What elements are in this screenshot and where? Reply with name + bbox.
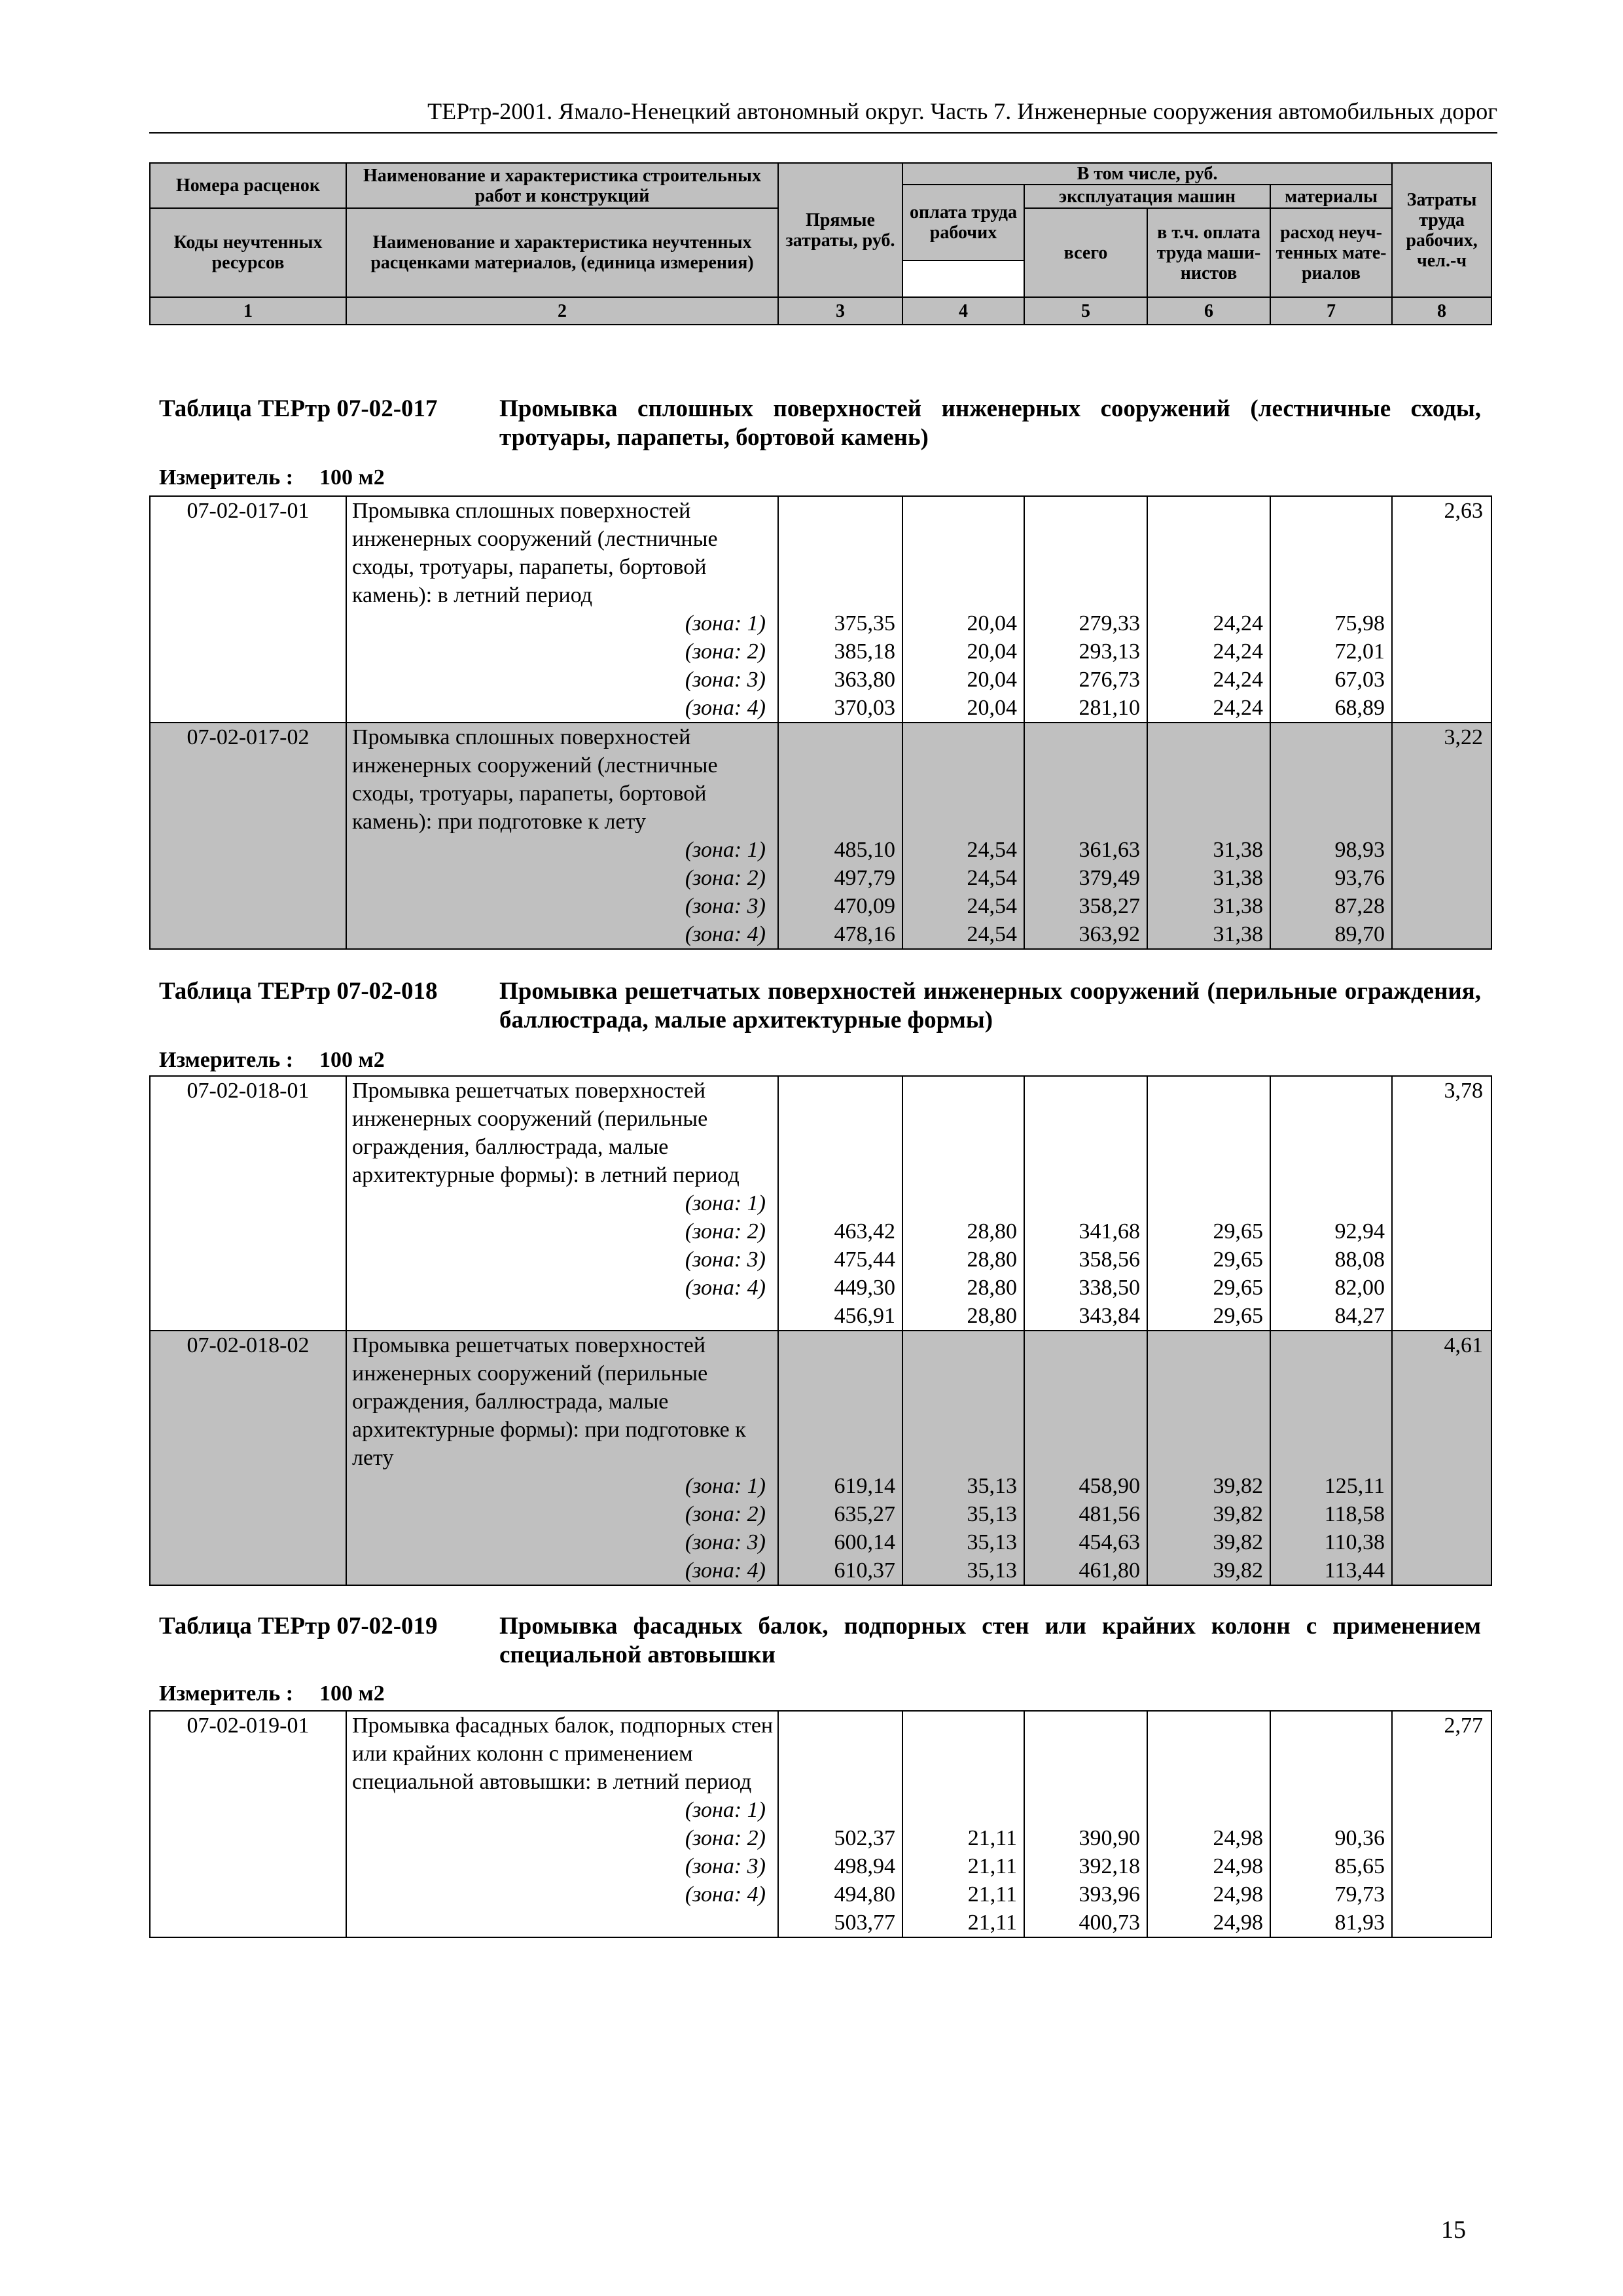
machinist-pay: 31,38 <box>1213 894 1263 918</box>
measure-value: 100 м2 <box>319 465 385 490</box>
machines-total: 481,56 <box>1079 1502 1140 1526</box>
zone-label: (зона: 2) <box>685 1219 766 1244</box>
direct-cost: 363,80 <box>834 668 895 692</box>
worker-pay: 20,04 <box>967 611 1017 636</box>
zone-label: (зона: 4) <box>685 696 766 720</box>
worker-pay-cell <box>902 723 1024 949</box>
table-name: Промывка сплошных поверхностей инженерных сооружений (лестничные сходы, тротуары, парапеты, бортовой камень) <box>499 395 1481 451</box>
zone-label: (зона: 3) <box>685 894 766 918</box>
worker-pay: 21,11 <box>967 1910 1017 1935</box>
col4-header: оплата труда рабочих <box>902 185 1024 260</box>
worker-pay: 20,04 <box>967 639 1017 664</box>
machinist-pay-cell <box>1147 496 1270 723</box>
machines-total: 338,50 <box>1079 1276 1140 1300</box>
direct-costs-cell <box>778 723 902 949</box>
materials-cell <box>1270 1331 1392 1585</box>
machines-total: 341,68 <box>1079 1219 1140 1244</box>
zone-label: (зона: 4) <box>685 1276 766 1300</box>
rate-description <box>346 723 778 949</box>
machines-total-cell <box>1024 1331 1147 1585</box>
materials-cost: 92,94 <box>1334 1219 1385 1244</box>
materials-cost: 113,44 <box>1324 1558 1385 1583</box>
machines-total-cell <box>1024 496 1147 723</box>
measure-line <box>159 465 385 491</box>
machines-total: 343,84 <box>1079 1304 1140 1328</box>
worker-pay: 24,54 <box>967 922 1017 946</box>
zone-label: (зона: 1) <box>685 838 766 862</box>
col-number: 1 <box>150 297 346 325</box>
worker-pay: 24,54 <box>967 838 1017 862</box>
worker-pay: 28,80 <box>967 1276 1017 1300</box>
zone-label: (зона: 3) <box>685 1854 766 1878</box>
machines-total: 279,33 <box>1079 611 1140 636</box>
rate-code: 07-02-018-02 <box>150 1331 346 1585</box>
rate-description-text: Промывка решетчатых поверхностей инженерных сооружений (перильные ограждения, баллюстрада, малые архитектурные формы): в летний период <box>352 1079 740 1187</box>
machinist-pay: 29,65 <box>1213 1247 1263 1272</box>
zone-label: (зона: 3) <box>685 668 766 692</box>
machines-total-cell <box>1024 723 1147 949</box>
labor-hours: 4,61 <box>1392 1331 1491 1585</box>
worker-pay: 28,80 <box>967 1304 1017 1328</box>
rate-code: 07-02-017-01 <box>150 496 346 723</box>
direct-cost: 478,16 <box>834 922 895 946</box>
materials-cost: 72,01 <box>1334 639 1385 664</box>
col-number: 3 <box>778 297 902 325</box>
rate-row <box>150 1076 1491 1331</box>
rates-table <box>149 1075 1492 1586</box>
col2-bottom-header: Наименование и характеристика неучтенных расценками материалов, (единица измерения) <box>346 208 778 297</box>
rate-description <box>346 496 778 723</box>
worker-pay: 20,04 <box>967 668 1017 692</box>
direct-cost: 610,37 <box>834 1558 895 1583</box>
col-number: 2 <box>346 297 778 325</box>
measure-label: Измеритель : <box>159 1048 294 1072</box>
zone-label: (зона: 4) <box>685 1882 766 1907</box>
machines-total: 293,13 <box>1079 639 1140 664</box>
col1-top-header: Номера расценок <box>150 163 346 208</box>
col2-top-header: Наименование и характеристика строительных работ и конструкций <box>346 163 778 208</box>
materials-cost: 90,36 <box>1334 1826 1385 1850</box>
worker-pay: 35,13 <box>967 1558 1017 1583</box>
worker-pay: 21,11 <box>967 1854 1017 1878</box>
rate-code: 07-02-017-02 <box>150 723 346 949</box>
page-number: 15 <box>1441 2216 1466 2244</box>
page-header-title: ТЕРтр-2001. Ямало-Ненецкий автономный округ. Часть 7. Инженерные сооружения автомобильных дорог <box>427 98 1497 124</box>
worker-pay: 35,13 <box>967 1530 1017 1554</box>
table-name: Промывка решетчатых поверхностей инженерных сооружений (перильные ограждения, баллюстрада, малые архитектурные формы) <box>499 978 1481 1033</box>
worker-pay: 21,11 <box>967 1882 1017 1907</box>
zone-label: (зона: 1) <box>685 1191 766 1215</box>
machines-total: 461,80 <box>1079 1558 1140 1583</box>
machinist-pay: 29,65 <box>1213 1276 1263 1300</box>
machinist-pay: 24,24 <box>1213 639 1263 664</box>
worker-pay: 35,13 <box>967 1474 1017 1498</box>
col-number: 6 <box>1147 297 1270 325</box>
rate-description-text: Промывка фасадных балок, подпорных стен или крайних колонн с применением специальной автовышки: в летний период <box>352 1713 774 1794</box>
worker-pay-cell <box>902 1711 1024 1937</box>
direct-cost: 370,03 <box>834 696 895 720</box>
rate-description-text: Промывка решетчатых поверхностей инженерных сооружений (перильные ограждения, баллюстрада, малые архитектурные формы): при подготовке к лету <box>352 1333 746 1470</box>
direct-costs-cell <box>778 496 902 723</box>
col7-header: расход неуч-тенных мате-риалов <box>1270 208 1392 297</box>
table-label: Таблица ТЕРтр 07-02-017 <box>159 395 438 422</box>
worker-pay: 20,04 <box>967 696 1017 720</box>
breakdown-group-header: В том числе, руб. <box>902 163 1392 185</box>
machinist-pay-cell <box>1147 1331 1270 1585</box>
machinist-pay: 24,24 <box>1213 696 1263 720</box>
direct-cost: 502,37 <box>834 1826 895 1850</box>
materials-group-header: материалы <box>1270 185 1392 208</box>
machines-total: 379,49 <box>1079 866 1140 890</box>
machinist-pay: 24,98 <box>1213 1826 1263 1850</box>
machines-total: 363,92 <box>1079 922 1140 946</box>
rate-description <box>346 1331 778 1585</box>
materials-cost: 93,76 <box>1334 866 1385 890</box>
worker-pay-cell <box>902 1331 1024 1585</box>
rate-row <box>150 1331 1491 1585</box>
materials-cost: 67,03 <box>1334 668 1385 692</box>
zone-label: (зона: 3) <box>685 1247 766 1272</box>
machinist-pay-cell <box>1147 1711 1270 1937</box>
machinist-pay: 39,82 <box>1213 1474 1263 1498</box>
materials-cell <box>1270 1711 1392 1937</box>
machines-total-cell <box>1024 1076 1147 1331</box>
materials-cost: 87,28 <box>1334 894 1385 918</box>
machines-total-cell <box>1024 1711 1147 1937</box>
rates-table <box>149 1710 1492 1938</box>
direct-cost: 498,94 <box>834 1854 895 1878</box>
direct-cost: 385,18 <box>834 639 895 664</box>
worker-pay: 28,80 <box>967 1247 1017 1272</box>
machines-total: 454,63 <box>1079 1530 1140 1554</box>
worker-pay: 35,13 <box>967 1502 1017 1526</box>
machinist-pay: 31,38 <box>1213 838 1263 862</box>
measure-value: 100 м2 <box>319 1681 385 1706</box>
direct-cost: 494,80 <box>834 1882 895 1907</box>
measure-label: Измеритель : <box>159 465 294 490</box>
zone-label: (зона: 4) <box>685 922 766 946</box>
zone-label: (зона: 1) <box>685 1798 766 1822</box>
table-name: Промывка фасадных балок, подпорных стен или крайних колонн с применением специальной автовышки <box>499 1613 1481 1668</box>
direct-costs-cell <box>778 1331 902 1585</box>
rate-row <box>150 723 1491 949</box>
machines-total: 358,56 <box>1079 1247 1140 1272</box>
machines-total: 458,90 <box>1079 1474 1140 1498</box>
materials-cost: 85,65 <box>1334 1854 1385 1878</box>
machines-total: 358,27 <box>1079 894 1140 918</box>
col-number: 8 <box>1392 297 1491 325</box>
measure-label: Измеритель : <box>159 1681 294 1706</box>
machinist-pay: 39,82 <box>1213 1558 1263 1583</box>
machinist-pay: 31,38 <box>1213 922 1263 946</box>
materials-cost: 110,38 <box>1324 1530 1385 1554</box>
zone-label: (зона: 1) <box>685 1474 766 1498</box>
direct-cost: 619,14 <box>834 1474 895 1498</box>
machinist-pay: 39,82 <box>1213 1530 1263 1554</box>
page-header <box>149 98 1497 134</box>
direct-cost: 470,09 <box>834 894 895 918</box>
column-header-table <box>149 162 1492 325</box>
direct-cost: 497,79 <box>834 866 895 890</box>
measure-line <box>159 1047 385 1073</box>
direct-cost: 456,91 <box>834 1304 895 1328</box>
materials-cost: 88,08 <box>1334 1247 1385 1272</box>
machines-total: 390,90 <box>1079 1826 1140 1850</box>
rates-table <box>149 495 1492 950</box>
labor-hours: 3,22 <box>1392 723 1491 949</box>
measure-value: 100 м2 <box>319 1048 385 1072</box>
rate-description <box>346 1711 778 1937</box>
machinist-pay-cell <box>1147 723 1270 949</box>
materials-cost: 89,70 <box>1334 922 1385 946</box>
table-label: Таблица ТЕРтр 07-02-019 <box>159 1613 438 1640</box>
rate-row <box>150 496 1491 723</box>
machinist-pay-cell <box>1147 1076 1270 1331</box>
rate-code: 07-02-019-01 <box>150 1711 346 1937</box>
zone-label: (зона: 3) <box>685 1530 766 1554</box>
worker-pay: 21,11 <box>967 1826 1017 1850</box>
table-title <box>159 977 1481 1035</box>
col5-header: всего <box>1024 208 1147 297</box>
rate-description-text: Промывка сплошных поверхностей инженерных сооружений (лестничные сходы, тротуары, парапеты, бортовой камень): в летний период <box>352 499 718 607</box>
labor-hours: 2,77 <box>1392 1711 1491 1937</box>
direct-cost: 449,30 <box>834 1276 895 1300</box>
machinist-pay: 24,24 <box>1213 668 1263 692</box>
rate-code: 07-02-018-01 <box>150 1076 346 1331</box>
col3-header: Прямые затраты, руб. <box>778 163 902 297</box>
machinist-pay: 29,65 <box>1213 1219 1263 1244</box>
machines-total: 400,73 <box>1079 1910 1140 1935</box>
machinist-pay: 39,82 <box>1213 1502 1263 1526</box>
machinist-pay: 24,98 <box>1213 1882 1263 1907</box>
zone-label: (зона: 1) <box>685 611 766 636</box>
worker-pay: 28,80 <box>967 1219 1017 1244</box>
machinist-pay: 29,65 <box>1213 1304 1263 1328</box>
zone-label: (зона: 2) <box>685 639 766 664</box>
col-number: 5 <box>1024 297 1147 325</box>
rate-description <box>346 1076 778 1331</box>
labor-hours: 2,63 <box>1392 496 1491 723</box>
machines-total: 276,73 <box>1079 668 1140 692</box>
materials-cost: 118,58 <box>1324 1502 1385 1526</box>
machines-total: 281,10 <box>1079 696 1140 720</box>
col6-header: в т.ч. оплата труда маши-нистов <box>1147 208 1270 297</box>
machines-group-header: эксплуатация машин <box>1024 185 1270 208</box>
table-title <box>159 1612 1481 1670</box>
worker-pay: 24,54 <box>967 866 1017 890</box>
materials-cost: 84,27 <box>1334 1304 1385 1328</box>
direct-costs-cell <box>778 1076 902 1331</box>
direct-cost: 463,42 <box>834 1219 895 1244</box>
materials-cost: 125,11 <box>1324 1474 1385 1498</box>
materials-cost: 82,00 <box>1334 1276 1385 1300</box>
col8-header: Затраты труда рабочих, чел.-ч <box>1392 163 1491 297</box>
materials-cell <box>1270 1076 1392 1331</box>
machines-total: 393,96 <box>1079 1882 1140 1907</box>
labor-hours: 3,78 <box>1392 1076 1491 1331</box>
materials-cost: 68,89 <box>1334 696 1385 720</box>
worker-pay-cell <box>902 1076 1024 1331</box>
zone-label: (зона: 2) <box>685 866 766 890</box>
col-number: 4 <box>902 297 1024 325</box>
machinist-pay: 24,98 <box>1213 1910 1263 1935</box>
machines-total: 392,18 <box>1079 1854 1140 1878</box>
direct-cost: 635,27 <box>834 1502 895 1526</box>
materials-cost: 79,73 <box>1334 1882 1385 1907</box>
machinist-pay: 24,98 <box>1213 1854 1263 1878</box>
direct-cost: 600,14 <box>834 1530 895 1554</box>
col-number: 7 <box>1270 297 1392 325</box>
direct-costs-cell <box>778 1711 902 1937</box>
materials-cost: 81,93 <box>1334 1910 1385 1935</box>
table-title <box>159 395 1481 452</box>
zone-label: (зона: 2) <box>685 1826 766 1850</box>
col1-bottom-header: Коды неучтенных ресурсов <box>150 208 346 297</box>
zone-label: (зона: 2) <box>685 1502 766 1526</box>
table-label: Таблица ТЕРтр 07-02-018 <box>159 978 438 1005</box>
machinist-pay: 24,24 <box>1213 611 1263 636</box>
materials-cell <box>1270 723 1392 949</box>
direct-cost: 475,44 <box>834 1247 895 1272</box>
direct-cost: 485,10 <box>834 838 895 862</box>
measure-line <box>159 1681 385 1707</box>
materials-cost: 98,93 <box>1334 838 1385 862</box>
machines-total: 361,63 <box>1079 838 1140 862</box>
worker-pay-cell <box>902 496 1024 723</box>
materials-cell <box>1270 496 1392 723</box>
zone-label: (зона: 4) <box>685 1558 766 1583</box>
materials-cost: 75,98 <box>1334 611 1385 636</box>
direct-cost: 375,35 <box>834 611 895 636</box>
machinist-pay: 31,38 <box>1213 866 1263 890</box>
direct-cost: 503,77 <box>834 1910 895 1935</box>
rate-row <box>150 1711 1491 1937</box>
rate-description-text: Промывка сплошных поверхностей инженерных сооружений (лестничные сходы, тротуары, парапеты, бортовой камень): при подготовке к лету <box>352 725 718 834</box>
worker-pay: 24,54 <box>967 894 1017 918</box>
